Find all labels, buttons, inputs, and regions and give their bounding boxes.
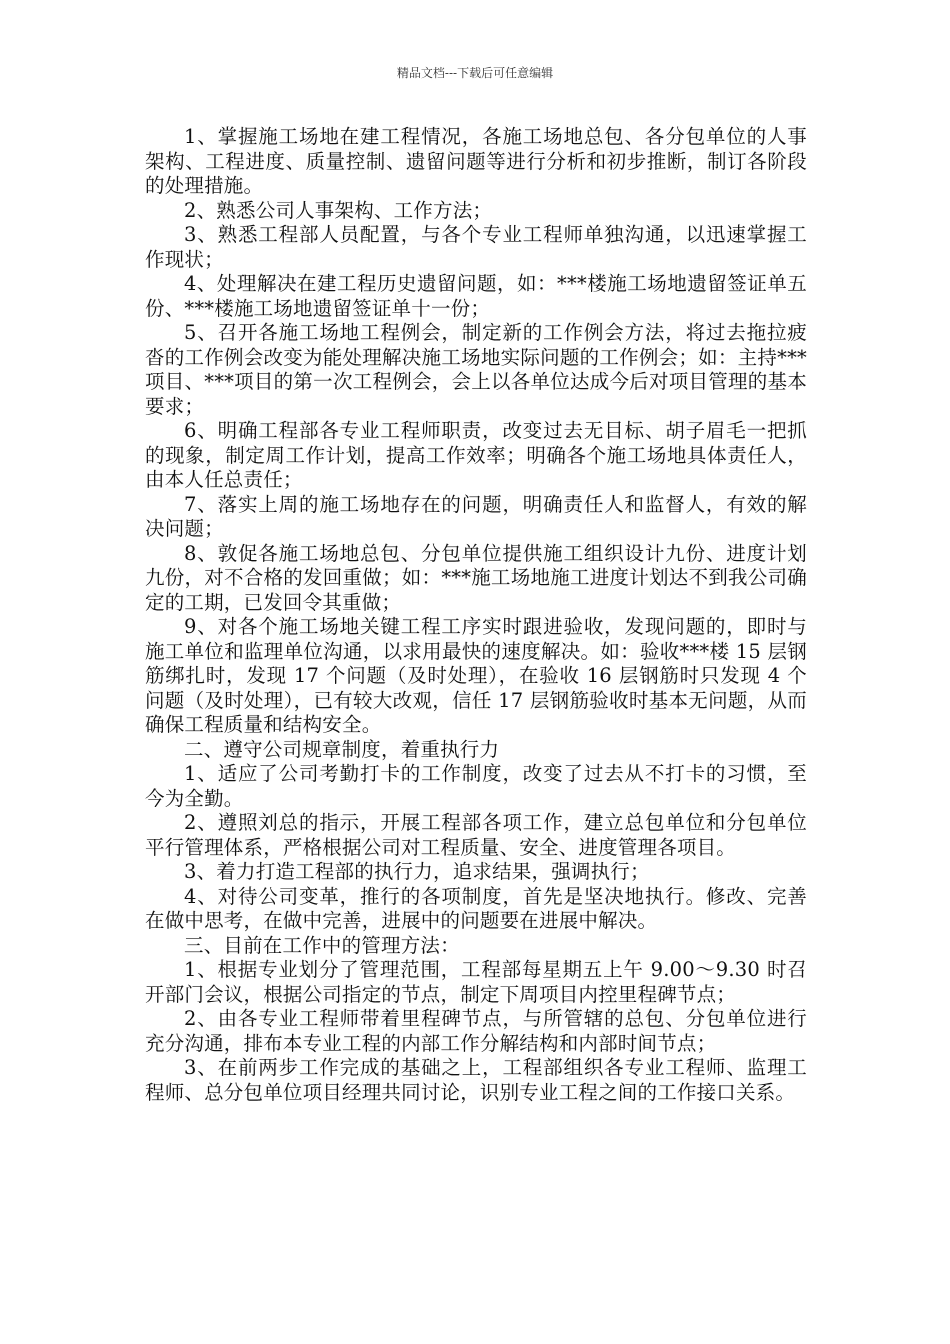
paragraph-2: 2、熟悉公司人事架构、工作方法；	[184, 198, 493, 222]
paragraph-4: 4、处理解决在建工程历史遗留问题，如：***楼施工场地遗留签证单五份、***楼施工场地遗留签证单十一份；	[145, 272, 807, 320]
paragraph-14: 1、根据专业划分了管理范围，工程部每星期五上午 9.00～9.30 时召开部门会议，根据公司指定的节点，制定下周项目内控里程碑节点；	[145, 958, 807, 1006]
document-body	[145, 125, 807, 1105]
paragraph-13: 4、对待公司变革，推行的各项制度，首先是坚决地执行。修改、完善在做中思考，在做中完善，进展中的问题要在进展中解决。	[145, 884, 807, 932]
paragraph-8: 8、敦促各施工场地总包、分包单位提供施工组织设计九份、进度计划九份，对不合格的发回重做；如：***施工场地施工进度计划达不到我公司确定的工期，已发回令其重做；	[145, 541, 807, 614]
paragraph-9: 9、对各个施工场地关键工程工序实时跟进验收，发现问题的，即时与施工单位和监理单位沟通，以求用最快的速度解决。如：验收***楼 15 层钢筋绑扎时，发现 17 个问题（及时处理），在验收 16 层钢筋时只发现 4 个问题（及时处理），已有较大改观，信任 17 层钢筋验收时基本无问题，从而确保工程质量和结构安全。	[145, 615, 807, 736]
paragraph-3: 3、熟悉工程部人员配置，与各个专业工程师单独沟通，以迅速掌握工作现状；	[145, 223, 807, 271]
paragraph-15: 2、由各专业工程师带着里程碑节点，与所管辖的总包、分包单位进行充分沟通，排布本专业工程的内部工作分解结构和内部时间节点；	[145, 1007, 807, 1055]
paragraph-6: 6、明确工程部各专业工程师职责，改变过去无目标、胡子眉毛一把抓的现象，制定周工作计划，提高工作效率；明确各个施工场地具体责任人，由本人任总责任；	[145, 419, 807, 491]
paragraph-11: 2、遵照刘总的指示，开展工程部各项工作，建立总包单位和分包单位平行管理体系，严格根据公司对工程质量、安全、进度管理各项目。	[145, 811, 807, 859]
paragraph-5: 5、召开各施工场地工程例会，制定新的工作例会方法，将过去拖拉疲沓的工作例会改变为能处理解决施工场地实际问题的工作例会；如：主持***项目、***项目的第一次工程例会，会上以各单位达成今后对项目管理的基本要求；	[145, 321, 807, 418]
section-heading-2: 二、遵守公司规章制度，着重执行力	[184, 737, 500, 761]
paragraph-1: 1、掌握施工场地在建工程情况，各施工场地总包、各分包单位的人事架构、工程进度、质量控制、遗留问题等进行分析和初步推断，制订各阶段的处理措施。	[145, 125, 807, 197]
paragraph-7: 7、落实上周的施工场地存在的问题，明确责任人和监督人，有效的解决问题；	[145, 492, 807, 540]
paragraph-12: 3、着力打造工程部的执行力，追求结果，强调执行；	[184, 860, 650, 883]
paragraph-10: 1、适应了公司考勤打卡的工作制度，改变了过去从不打卡的习惯，至今为全勤。	[145, 762, 807, 810]
paragraph-16: 3、在前两步工作完成的基础之上，工程部组织各专业工程师、监理工程师、总分包单位项目经理共同讨论，识别专业工程之间的工作接口关系。	[145, 1056, 807, 1104]
section-heading-3: 三、目前在工作中的管理方法：	[184, 933, 460, 957]
page-header: 精品文档---下载后可任意编辑	[396, 66, 554, 80]
